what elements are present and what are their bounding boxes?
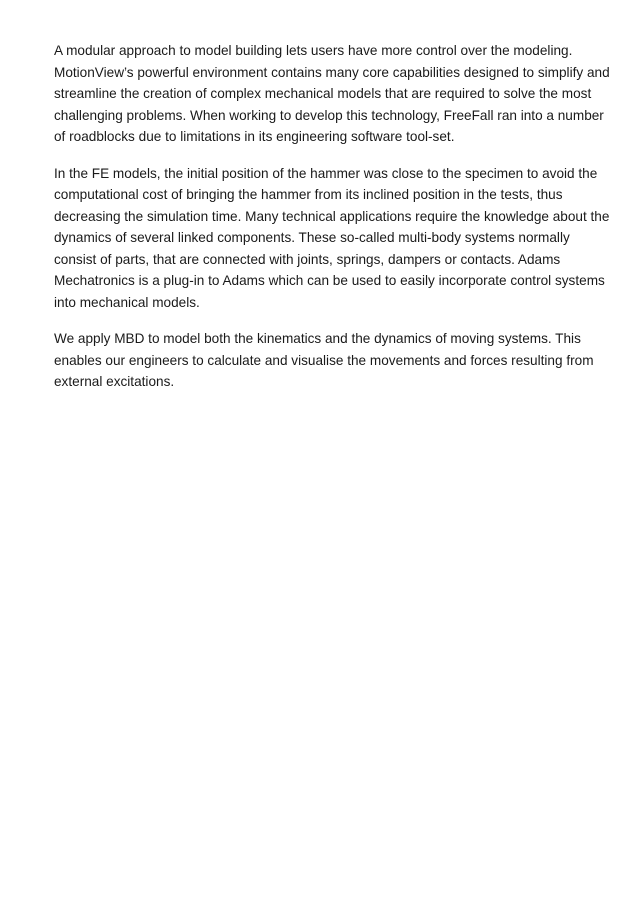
text-line: In the FE models, the initial position of the hammer was close to the specimen to avoid the: [54, 165, 598, 181]
text-line: consist of parts, that are connected with joints, springs, dampers or contacts. Adams: [54, 251, 561, 267]
text-line: dynamics of several linked components. These so-called multi-body systems normally: [54, 230, 570, 245]
text-line: We apply MBD to model both the kinematics and the dynamics of moving systems. This: [54, 331, 581, 346]
paragraph-3: [54, 328, 594, 393]
text-line: computational cost of bringing the hammer from its inclined position in the tests, thus: [54, 187, 563, 202]
document-body: [54, 40, 610, 408]
paragraph-2: [54, 163, 610, 314]
text-line: into mechanical models.: [54, 294, 200, 310]
text-line: A modular approach to model building lets users have more control over the modeling.: [54, 43, 573, 58]
text-line: MotionView’s powerful environment contains many core capabilities designed to simplify and: [54, 64, 610, 80]
text-line: streamline the creation of complex mechanical models that are required to solve the most: [54, 86, 592, 101]
text-line: Mechatronics is a plug-in to Adams which can be used to easily incorporate control systems: [54, 273, 605, 288]
text-line: challenging problems. When working to develop this technology, FreeFall ran into a number: [54, 107, 604, 123]
text-line: decreasing the simulation time. Many technical applications require the knowledge about the: [54, 208, 610, 224]
text-line: of roadblocks due to limitations in its engineering software tool-set.: [54, 129, 455, 144]
paragraph-1: [54, 40, 610, 148]
text-line: external excitations.: [54, 374, 175, 389]
text-line: enables our engineers to calculate and visualise the movements and forces resulting from: [54, 352, 594, 368]
